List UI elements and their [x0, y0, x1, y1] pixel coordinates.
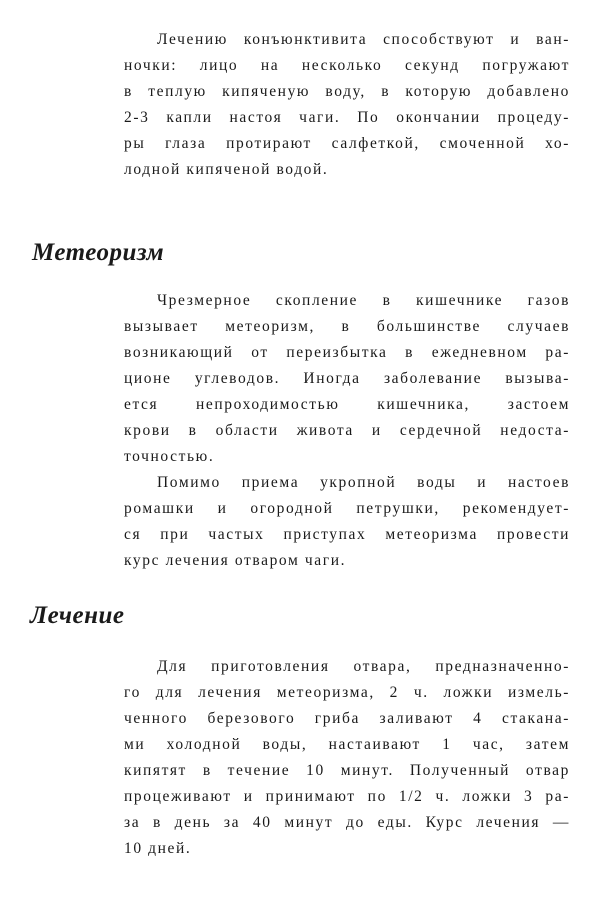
treatment-line-6: процеживают и принимают по 1/2 ч. ложки 3 ра-	[124, 788, 570, 805]
intro-line-5: ры глаза протирают салфеткой, смоченной хо-	[124, 135, 570, 152]
treatment-line-8: 10 дней.	[124, 840, 192, 857]
meteorism-p1-line-4: ционе углеводов. Иногда заболевание вызыва-	[124, 370, 570, 387]
section-heading-meteorism: Метеоризм	[32, 239, 165, 266]
meteorism-p1-line-6: крови в области живота и сердечной недоста-	[124, 422, 570, 439]
treatment-line-2: го для лечения метеоризма, 2 ч. ложки измель-	[124, 684, 570, 701]
intro-line-3: в теплую кипяченую воду, в которую добавлено	[124, 83, 570, 100]
meteorism-p1-line-5: ется непроходимостью кишечника, застоем	[124, 396, 570, 413]
meteorism-p1-line-2: вызывает метеоризм, в большинстве случаев	[124, 318, 570, 335]
meteorism-p1-line-1: Чрезмерное скопление в кишечнике газов	[157, 292, 570, 309]
meteorism-p1-line-7: точностью.	[124, 448, 215, 465]
meteorism-p2-line-2: ромашки и огородной петрушки, рекомендует-	[124, 500, 570, 517]
intro-line-1: Лечению конъюнктивита способствуют и ван-	[157, 31, 570, 48]
treatment-line-3: ченного березового гриба заливают 4 стакана-	[124, 710, 570, 727]
section-heading-treatment: Лечение	[30, 602, 125, 629]
intro-line-2: ночки: лицо на несколько секунд погружают	[124, 57, 570, 74]
meteorism-p1-line-3: возникающий от переизбытка в ежедневном ра-	[124, 344, 570, 361]
treatment-line-1: Для приготовления отвара, предназначенно-	[157, 658, 570, 675]
meteorism-p2-line-4: курс лечения отваром чаги.	[124, 552, 347, 569]
intro-line-4: 2-3 капли настоя чаги. По окончании процеду-	[124, 109, 570, 126]
meteorism-p2-line-3: ся при частых приступах метеоризма провести	[124, 526, 570, 543]
intro-line-6: лодной кипяченой водой.	[124, 161, 329, 178]
meteorism-p2-line-1: Помимо приема укропной воды и настоев	[157, 474, 570, 491]
treatment-line-4: ми холодной воды, настаивают 1 час, затем	[124, 736, 570, 753]
treatment-line-5: кипятят в течение 10 минут. Полученный отвар	[124, 762, 570, 779]
treatment-line-7: за в день за 40 минут до еды. Курс лечения —	[124, 814, 570, 831]
